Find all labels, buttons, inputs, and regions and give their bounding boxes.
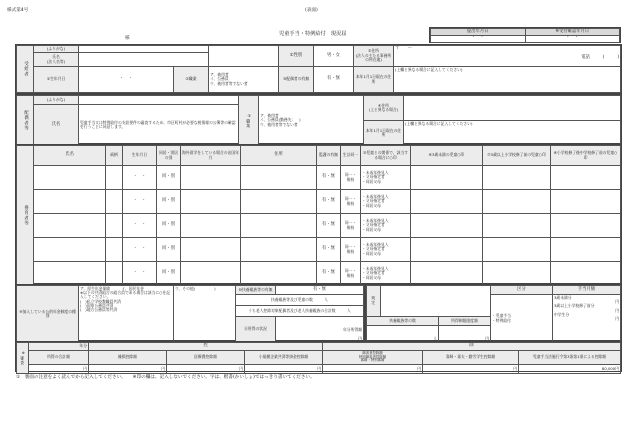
tier-middle-yen: 円 — [615, 316, 619, 322]
smallbiz-deduction-label: 小規模企業共済等掛金控除額 — [245, 351, 323, 365]
deductions-section — [15, 341, 622, 372]
tier-middle: 中学生分 — [554, 311, 570, 317]
limit-field: 円 — [439, 326, 491, 343]
dependents-count[interactable]: 扶養親族等及び児童の数 人 — [236, 295, 364, 306]
address-label: ②住所 (法人の主たる事務所の所在地) — [354, 46, 394, 67]
col-age3: ⑦3歳以上小学校修了前の児童○印 — [483, 146, 551, 166]
spouse-furigana-label: (ふりがな) — [34, 96, 79, 105]
col-living: 同居・別居の別 — [157, 146, 181, 166]
category-label: 区分 — [491, 286, 553, 295]
deduction-count-label: 扶養親族等の数 — [367, 317, 439, 326]
birth-field[interactable]: ・ ・ — [79, 67, 174, 93]
gender-label: ①性別 — [279, 46, 314, 67]
spouse-address-label: ④住所 (上と異なる場合) — [364, 96, 404, 121]
disability-deduction-value: 円 — [323, 365, 423, 374]
child-preschool[interactable] — [411, 238, 483, 262]
applicant-name-label: 氏名 (法人名等) — [34, 53, 79, 67]
child-middle[interactable] — [551, 262, 621, 286]
col-relation-other: ⑤児童との関係で、該当する場合に○印 — [361, 146, 411, 166]
spouse-address-field[interactable] — [404, 96, 621, 121]
casualty-deduction-value: 円 — [89, 365, 167, 374]
receipt-date-label: ※受付確認年月日 — [525, 29, 620, 36]
birth-label: ①生年月日 — [34, 67, 79, 93]
child-address[interactable] — [241, 262, 317, 286]
deduction-header-1: 控 — [89, 343, 323, 351]
applicant-name-field[interactable] — [209, 46, 279, 67]
child-living[interactable]: 同・別 — [157, 214, 181, 238]
pension-section — [15, 284, 365, 341]
spouse-name-label: 氏名 — [34, 105, 79, 146]
table-row — [17, 190, 621, 214]
child-custody[interactable]: 有・無 — [317, 190, 341, 214]
receipt-date-field: ・ ・ — [525, 35, 620, 42]
child-address[interactable] — [241, 166, 317, 190]
col-overseas: 海外留学をしている場合の出国年月 — [181, 146, 241, 166]
form-number: 様式第4号 — [7, 8, 29, 13]
child-livewith[interactable]: 同一・ 維持 — [341, 214, 361, 238]
spouse-flag-value[interactable]: 有・無 — [314, 67, 354, 93]
child-overseas[interactable] — [181, 238, 241, 262]
widow-deduction-value: 円 — [423, 365, 519, 374]
child-livewith[interactable]: 同一・ 維持 — [341, 262, 361, 286]
table-row — [17, 166, 621, 190]
job-label: ②職業 — [174, 67, 209, 93]
child-living[interactable]: 同・別 — [157, 238, 181, 262]
child-relation-other[interactable]: ・未成年後見人 ・父母指定者 ・同居父母 — [361, 262, 411, 286]
child-relation-other[interactable]: ・未成年後見人 ・父母指定者 ・同居父母 — [361, 190, 411, 214]
child-relation[interactable] — [106, 262, 123, 286]
child-middle[interactable] — [551, 214, 621, 238]
col-address: 住所 — [241, 146, 317, 166]
tier-3plus: 3歳以上小学校修了前分 — [554, 303, 595, 309]
elderly-count[interactable]: うち老人控除対象配偶者及び老人扶養親族の合計数 人 — [236, 306, 364, 317]
child-overseas[interactable] — [181, 190, 241, 214]
dependents-label: ⑩扶養親族等の有無 — [236, 286, 276, 295]
child-living[interactable]: 同・別 — [157, 262, 181, 286]
child-relation-other[interactable]: ・未成年後見人 ・父母指定者 ・同居父母 — [361, 238, 411, 262]
child-name[interactable] — [34, 262, 106, 286]
child-age3[interactable] — [483, 166, 551, 190]
col-middle: ⑧小学校修了後中学校修了前の児童○印 — [551, 146, 621, 166]
child-age3[interactable] — [483, 238, 551, 262]
pension-options[interactable]: ア、厚生年金保険 イ、国民年金 ※以下の共済組合の組合員である場合は該当に○を記入してください。 ( )私立学校教職員共済 ( )国家公務員共済 ( )地方公務員等共済 — [79, 286, 174, 343]
spouse-consent[interactable]: 児童手当又は特例給付の支給要件の審査するため、市区町村が必要な税情報の公簿等の確認を行うことに同意します。 — [79, 105, 239, 146]
child-custody[interactable]: 有・無 — [317, 214, 341, 238]
gender-value[interactable]: 男・女 — [314, 46, 354, 67]
child-address[interactable] — [241, 214, 317, 238]
form-title: 児童手当・特例給付 現況届 — [279, 31, 347, 37]
disability-deduction-label: 障害者控除額 特別障害者控除額 寡婦・特別寡婦 — [323, 351, 423, 365]
child-custody[interactable]: 有・無 — [317, 166, 341, 190]
deduction-count-field: 人 — [367, 326, 439, 343]
statutory-deduction-value: 80,000円 — [519, 365, 621, 374]
child-preschool[interactable] — [411, 214, 483, 238]
col-relation: 続柄 — [106, 146, 123, 166]
income-label: ⑪所得の状況 — [236, 317, 276, 343]
spouse-job-label: ③職業 — [239, 96, 259, 146]
dependents-value[interactable]: 有・無 — [276, 286, 364, 295]
tier-under3: 3歳未満分 — [554, 294, 572, 300]
child-age3[interactable] — [483, 190, 551, 214]
child-birth[interactable]: ・ ・ — [123, 262, 157, 286]
child-livewith[interactable]: 同一・ 維持 — [341, 238, 361, 262]
table-row — [17, 238, 621, 262]
spouse-label: 配偶者等 — [17, 96, 34, 146]
date-box — [429, 27, 621, 43]
col-preschool: ⑥3歳未満の児童○印 — [411, 146, 483, 166]
child-livewith[interactable]: 同一・ 維持 — [341, 166, 361, 190]
job-options[interactable]: ア、被用者 イ、公務員 ウ、被用者等でない者 — [209, 67, 279, 93]
jan1-address-label: 本年1月1日現在の住所 — [354, 67, 394, 93]
child-relation-other[interactable]: ・未成年後見人 ・父母指定者 ・同居父母 — [361, 166, 411, 190]
income-field[interactable] — [276, 317, 364, 343]
child-overseas[interactable] — [181, 262, 241, 286]
child-overseas[interactable] — [181, 214, 241, 238]
tier-under3-yen: 円 — [615, 298, 619, 304]
spouse-furigana-field[interactable] — [79, 96, 239, 105]
child-name[interactable] — [34, 166, 106, 190]
submit-date-label: 提出年月日 — [431, 29, 526, 36]
spouse-section — [15, 94, 622, 144]
col-custody: 監護の有無 — [317, 146, 341, 166]
child-preschool[interactable] — [411, 166, 483, 190]
statutory-deduction-label: 児童手当法施行令第3条第1項による控除額 — [519, 351, 621, 365]
child-birth[interactable]: ・ ・ — [123, 238, 157, 262]
child-address[interactable] — [241, 238, 317, 262]
medical-deduction-label: 医療費控除額 — [167, 351, 245, 365]
limit-label: 所得制限限度額 — [439, 317, 491, 326]
judgement-section — [365, 284, 622, 341]
child-relation[interactable] — [106, 166, 123, 190]
spouse-jan1-field[interactable]: (上欄と異なる場合に記入してください) — [404, 121, 621, 146]
child-custody[interactable]: 有・無 — [317, 238, 341, 262]
judgement-label: 判定 — [367, 286, 381, 317]
tier-3plus-yen: 円 — [615, 307, 619, 313]
child-relation[interactable] — [106, 190, 123, 214]
child-age3[interactable] — [483, 262, 551, 286]
child-living[interactable]: 同・別 — [157, 166, 181, 190]
spouse-jan1-label: 本年1月1日現在の住所 — [364, 121, 404, 146]
total-income-value: 円 — [29, 365, 89, 374]
child-name[interactable] — [34, 214, 106, 238]
applicant-furigana-label: (ふりがな) — [34, 46, 79, 53]
judgement-field — [381, 286, 491, 317]
applicant-section — [15, 44, 622, 94]
col-birth: 生年月日 — [123, 146, 157, 166]
pension-option-other[interactable]: ウ、その他( ) — [174, 286, 236, 343]
child-name[interactable] — [34, 238, 106, 262]
child-preschool[interactable] — [411, 262, 483, 286]
smallbiz-deduction-value: 円 — [245, 365, 323, 374]
total-income-label: 所得の合計額 — [29, 351, 89, 365]
child-name[interactable] — [34, 190, 106, 214]
table-row — [17, 262, 621, 286]
child-relation-other[interactable]: ・未成年後見人 ・父母指定者 ・同居父母 — [361, 214, 411, 238]
col-name: 氏名 — [34, 146, 106, 166]
widow-deduction-label: 寡婦・寡夫・勤労学生控除額 — [423, 351, 519, 365]
child-relation[interactable] — [106, 238, 123, 262]
children-section — [15, 144, 622, 284]
child-birth[interactable]: ・ ・ — [123, 190, 157, 214]
applicant-name-input[interactable] — [79, 53, 209, 67]
child-custody[interactable]: 有・無 — [317, 262, 341, 286]
child-middle[interactable] — [551, 238, 621, 262]
submit-date-field[interactable]: ・ ・ — [431, 35, 526, 42]
page-side: (表面) — [305, 8, 318, 13]
applicant-furigana-field[interactable] — [79, 46, 209, 53]
addressee-suffix: 様 — [125, 36, 130, 41]
review-label: ※審査 — [17, 343, 29, 374]
child-address[interactable] — [241, 190, 317, 214]
spouse-flag-label: ③配偶者の有無 — [279, 67, 314, 93]
allowance-tiers — [553, 295, 621, 343]
child-overseas[interactable] — [181, 166, 241, 190]
child-age3[interactable] — [483, 214, 551, 238]
year-label: 年分 — [29, 343, 89, 351]
phone-field[interactable]: 電話 ( ) — [581, 55, 619, 61]
pension-label: ⑨加入している公的年金制度の種別 — [17, 286, 79, 343]
child-preschool[interactable] — [411, 190, 483, 214]
child-living[interactable]: 同・別 — [157, 190, 181, 214]
allowance-types: ・児童手当 ・特例給付 — [491, 295, 553, 343]
child-middle[interactable] — [551, 166, 621, 190]
child-birth[interactable]: ・ ・ — [123, 166, 157, 190]
child-relation[interactable] — [106, 214, 123, 238]
child-birth[interactable]: ・ ・ — [123, 214, 157, 238]
address-field[interactable] — [394, 46, 621, 67]
col-livewith: 生計同一 — [341, 146, 361, 166]
income-year: 年分所得額 — [343, 327, 362, 333]
allowance-label: 手当月額 — [553, 286, 621, 295]
income-yen: 円 — [358, 336, 362, 342]
footer-note: ① 裏面の注意をよく読んでから記入してください。 ※印の欄は、記入しないでください。字は、楷書(かいしょ)ではっきり書いてください。 — [16, 375, 315, 380]
deduction-header-2: 除 — [323, 343, 621, 351]
casualty-deduction-label: 雑損控除額 — [89, 351, 167, 365]
medical-deduction-value: 円 — [167, 365, 245, 374]
child-livewith[interactable]: 同一・ 維持 — [341, 190, 361, 214]
applicant-label: 受給者 — [17, 46, 34, 93]
table-row — [17, 214, 621, 238]
postal-code: 〒 ー — [395, 45, 413, 51]
jan1-address-field[interactable]: (上欄と異なる場合に記入してください) — [394, 67, 621, 93]
spouse-job-options[interactable]: ア、被用者 イ、公務員(勤務先： ) ウ、被用者等でない者 — [259, 96, 364, 146]
children-label: 養育者等 — [17, 146, 34, 286]
child-middle[interactable] — [551, 190, 621, 214]
